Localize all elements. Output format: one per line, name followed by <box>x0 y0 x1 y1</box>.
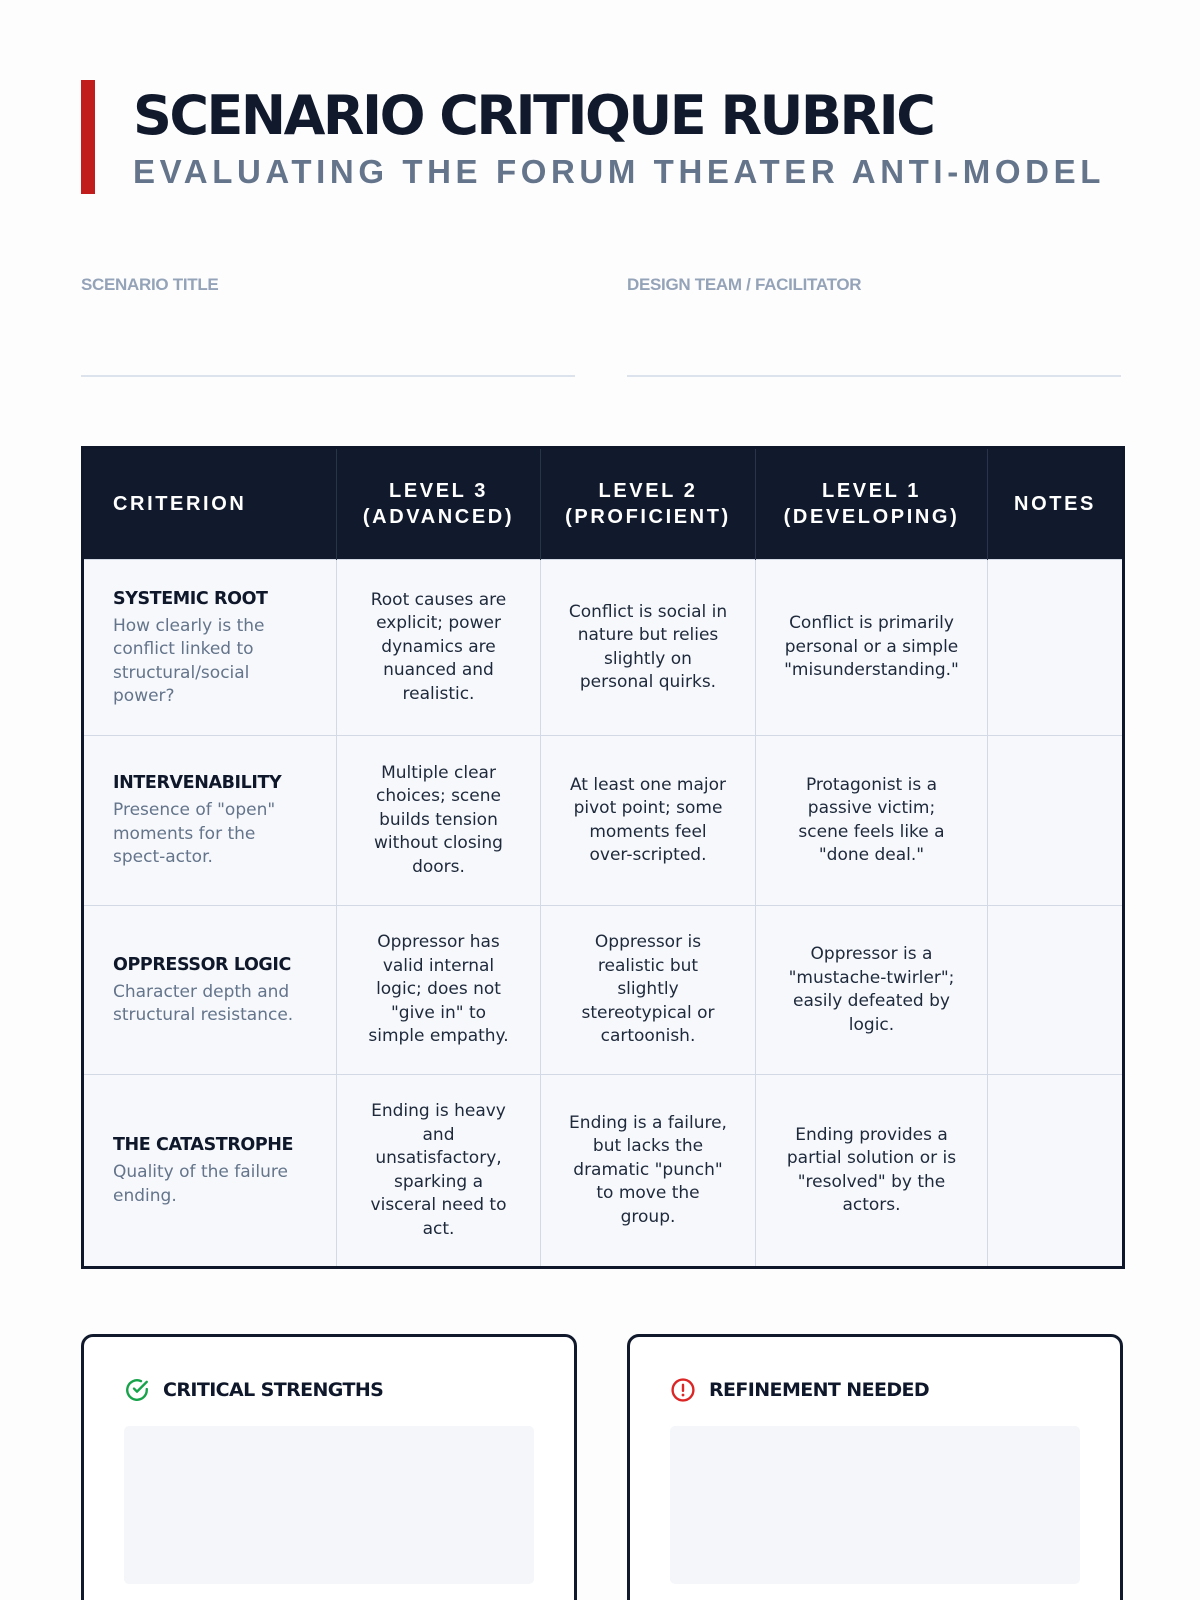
table-row <box>83 1075 1124 1268</box>
level-1-label: LEVEL 1 <box>822 480 921 502</box>
level-2-label: LEVEL 2 <box>598 480 698 502</box>
page-header <box>81 80 1121 194</box>
design-team-label: DESIGN TEAM / FACILITATOR <box>627 275 862 294</box>
critical-strengths-header <box>124 1375 383 1405</box>
level-2-cell: At least one major pivot point; some moments feel over-scripted. <box>541 736 756 906</box>
column-header-level-3 <box>337 448 541 560</box>
level-3-sublabel: (ADVANCED) <box>362 506 515 528</box>
criterion-name: SYSTEMIC ROOT <box>113 588 268 609</box>
refinement-needed-input[interactable] <box>670 1426 1080 1584</box>
table-row <box>83 906 1124 1075</box>
level-2-sublabel: (PROFICIENT) <box>565 506 731 528</box>
refinement-needed-title: REFINEMENT NEEDED <box>709 1379 930 1401</box>
refinement-needed-box <box>627 1334 1123 1600</box>
criterion-cell <box>83 736 337 906</box>
design-team-input[interactable] <box>627 315 1121 371</box>
notes-cell[interactable] <box>988 1075 1124 1268</box>
scenario-title-underline <box>81 375 575 377</box>
level-3-cell: Root causes are explicit; power dynamics are nuanced and realistic. <box>337 560 541 736</box>
criterion-cell <box>83 1075 337 1268</box>
level-2-cell: Oppressor is realistic but slightly stereotypical or cartoonish. <box>541 906 756 1075</box>
table-header-row <box>83 448 1124 560</box>
notes-cell[interactable] <box>988 736 1124 906</box>
critical-strengths-input[interactable] <box>124 1426 534 1584</box>
level-1-cell: Conflict is primarily personal or a simple "misunderstanding." <box>756 560 988 736</box>
criterion-name: OPPRESSOR LOGIC <box>113 954 291 975</box>
criterion-cell <box>83 560 337 736</box>
header-accent-bar <box>81 80 95 194</box>
notes-cell[interactable] <box>988 906 1124 1075</box>
level-3-label: LEVEL 3 <box>389 480 488 502</box>
level-1-cell: Oppressor is a "mustache-twirler"; easily defeated by logic. <box>756 906 988 1075</box>
design-team-field[interactable] <box>627 275 1121 379</box>
column-header-level-2 <box>541 448 756 560</box>
alert-circle-icon <box>670 1377 696 1403</box>
page-title: SCENARIO CRITIQUE RUBRIC <box>133 84 934 147</box>
level-3-cell: Oppressor has valid internal logic; does not "give in" to simple empathy. <box>337 906 541 1075</box>
criterion-description: How clearly is the conflict linked to structural/social power? <box>113 615 265 706</box>
scenario-title-field[interactable] <box>81 275 575 379</box>
critical-strengths-box <box>81 1334 577 1600</box>
critical-strengths-title: CRITICAL STRENGTHS <box>163 1379 384 1401</box>
level-1-cell: Protagonist is a passive victim; scene feels like a "done deal." <box>756 736 988 906</box>
column-header-level-1 <box>756 448 988 560</box>
column-header-criterion: CRITERION <box>83 448 337 560</box>
level-3-cell: Multiple clear choices; scene builds tension without closing doors. <box>337 736 541 906</box>
table-row <box>83 560 1124 736</box>
criterion-description: Quality of the failure ending. <box>113 1162 288 1206</box>
criterion-cell <box>83 906 337 1075</box>
page-subtitle: EVALUATING THE FORUM THEATER ANTI-MODEL <box>133 153 1105 190</box>
level-2-cell: Conflict is social in nature but relies slightly on personal quirks. <box>541 560 756 736</box>
level-3-cell: Ending is heavy and unsatisfactory, sparking a visceral need to act. <box>337 1075 541 1268</box>
column-header-notes: NOTES <box>988 448 1124 560</box>
refinement-needed-header <box>670 1375 929 1405</box>
criterion-description: Presence of "open" moments for the spect-actor. <box>113 800 276 868</box>
level-1-cell: Ending provides a partial solution or is "resolved" by the actors. <box>756 1075 988 1268</box>
criterion-description: Character depth and structural resistance. <box>113 981 294 1025</box>
notes-cell[interactable] <box>988 560 1124 736</box>
scenario-title-label: SCENARIO TITLE <box>81 275 219 294</box>
check-circle-icon <box>124 1377 150 1403</box>
level-2-cell: Ending is a failure, but lacks the dramatic "punch" to move the group. <box>541 1075 756 1268</box>
design-team-underline <box>627 375 1121 377</box>
criterion-name: THE CATASTROPHE <box>113 1135 294 1155</box>
scenario-title-input[interactable] <box>81 315 575 371</box>
rubric-table <box>81 446 1125 1269</box>
criterion-name: INTERVENABILITY <box>113 773 282 794</box>
level-1-sublabel: (DEVELOPING) <box>783 506 960 528</box>
table-row <box>83 736 1124 906</box>
